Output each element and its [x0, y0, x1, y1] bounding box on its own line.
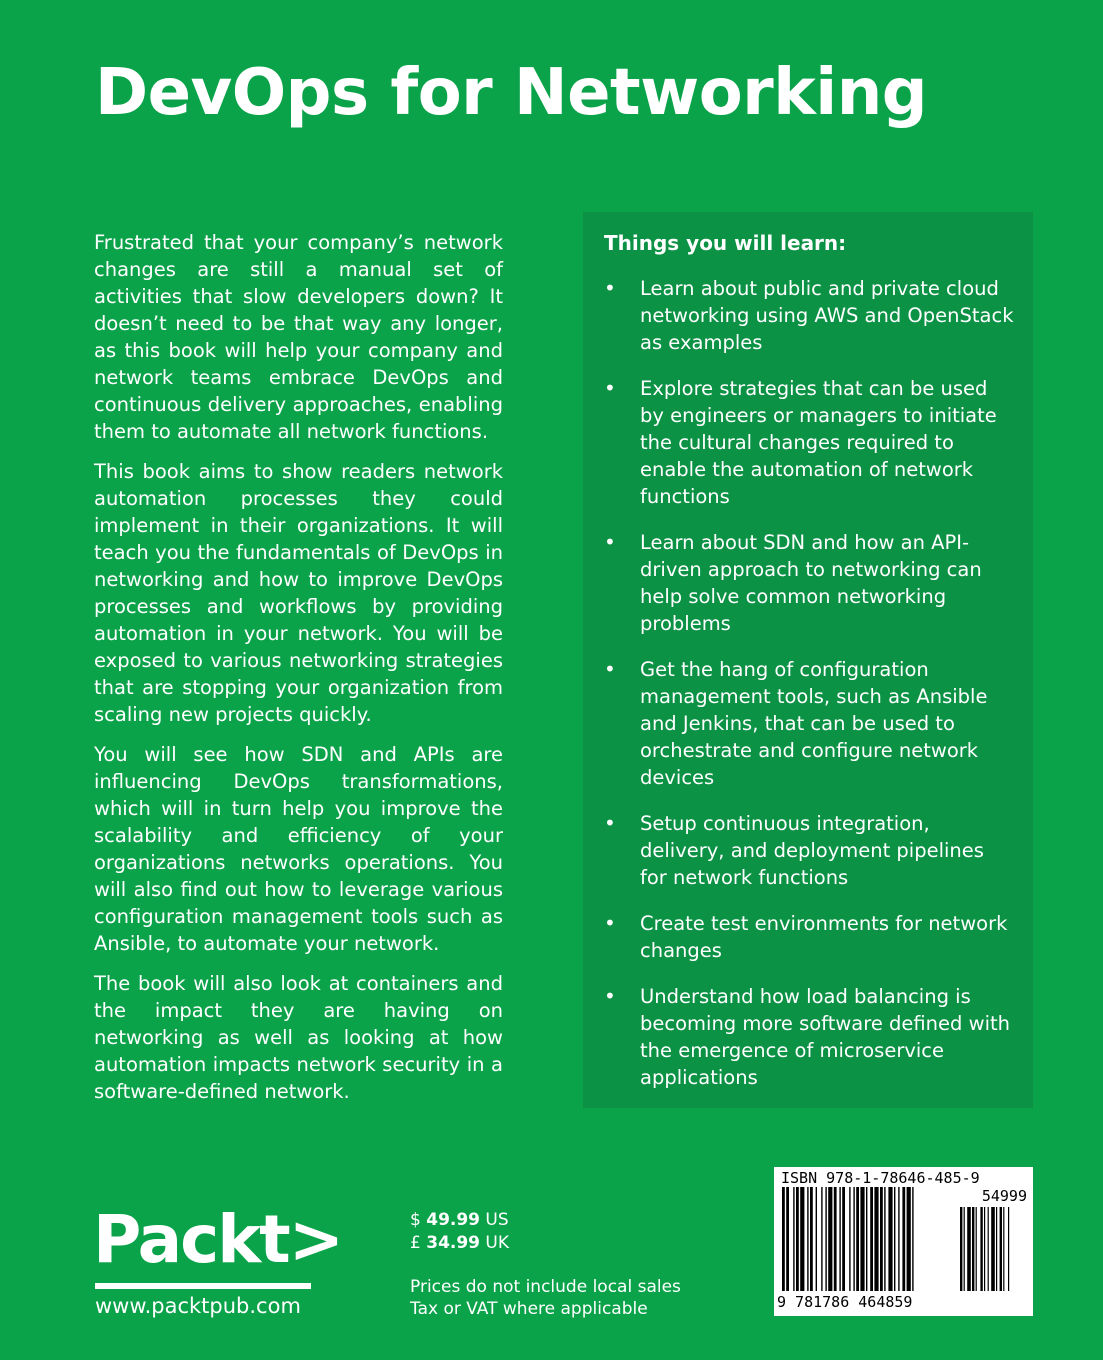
price-gbp: £ 34.99 UK — [410, 1233, 510, 1253]
barcode-bar — [884, 1187, 885, 1291]
barcode-bar — [842, 1187, 845, 1291]
barcode-bar — [849, 1187, 850, 1291]
barcode-bar — [825, 1187, 826, 1291]
barcode-bar — [898, 1187, 899, 1291]
bullet-icon: • — [604, 811, 616, 835]
barcode-bar — [782, 1187, 785, 1291]
barcode-add-on: 54999 — [981, 1187, 1027, 1205]
learning-item-text: Learn about public and private cloud networking using AWS and OpenStack as examples — [640, 277, 1014, 354]
barcode-bar — [786, 1187, 789, 1291]
barcode-addon-bar — [1008, 1207, 1009, 1291]
packt-logo-text: Packt> — [93, 1201, 343, 1278]
barcode-bar — [907, 1187, 911, 1291]
price-usd: $ 49.99 US — [410, 1210, 509, 1230]
description-paragraph-1: Frustrated that your company’s network changes are still a manual set of activities that slow developers down? It doesn’t need to be that way any longer, as this book will help your company and network teams embrace DevOps and continuous delivery approaches, enabling them to automate all network functions. — [94, 231, 503, 443]
barcode-bars — [782, 1187, 1027, 1291]
barcode-addon-bar — [980, 1207, 982, 1291]
description-paragraph-3: You will see how SDN and APIs are influencing DevOps transformations, which will in turn help you improve the scalability and efficiency of your organizations networks operations. You will also find out how to leverage various configuration management tools such as Ansible, to automate your network. — [94, 743, 503, 955]
barcode-bar — [853, 1187, 854, 1291]
barcode-addon-bar — [988, 1207, 989, 1291]
publisher-url: www.packtpub.com — [95, 1294, 301, 1318]
learning-item — [604, 275, 1014, 356]
isbn-text: ISBN 978-1-78646-485-9 — [781, 1169, 980, 1187]
barcode-bar — [888, 1187, 892, 1291]
barcode-bar — [839, 1187, 840, 1291]
price-note: Prices do not include local sales Tax or VAT where applicable — [410, 1277, 681, 1319]
barcode-bar — [816, 1187, 817, 1291]
learning-item-text: Get the hang of configuration management tools, such as Ansible and Jenkins, that can be used to orchestrate and configure network devices — [640, 658, 988, 789]
barcode-bar — [800, 1187, 804, 1291]
barcode-addon-bar — [972, 1207, 974, 1291]
barcode-bar — [856, 1187, 859, 1291]
barcode-addon-bar — [991, 1207, 995, 1291]
bullet-icon: • — [604, 984, 616, 1008]
barcode-bar — [874, 1187, 878, 1291]
barcode-bar — [793, 1187, 794, 1291]
description-paragraph-2: This book aims to show readers network automation processes they could implement in their organizations. It will teach you the fundamentals of DevOps in networking and how to improve DevOps processes and workflows by providing automation in your network. You will be exposed to various networking strategies that are stopping your organization from scaling new projects quickly. — [94, 460, 503, 726]
bullet-icon: • — [604, 276, 616, 300]
learning-item — [604, 529, 1014, 637]
learning-item-text: Explore strategies that can be used by engineers or managers to initiate the cultural changes required to enable the automation of network functions — [640, 377, 997, 508]
barcode-addon-bar — [976, 1207, 977, 1291]
barcode-bar — [894, 1187, 895, 1291]
learning-item — [604, 810, 1014, 891]
bullet-icon: • — [604, 530, 616, 554]
learning-item — [604, 983, 1014, 1091]
barcode-bar — [912, 1187, 913, 1291]
barcode-bar — [870, 1187, 873, 1291]
learning-panel — [583, 212, 1033, 1108]
packt-logo — [93, 1201, 343, 1293]
learning-item-text: Create test environments for network changes — [640, 912, 1008, 962]
barcode-bar — [880, 1187, 883, 1291]
learning-item-text: Learn about SDN and how an API-driven approach to networking can help solve common networking problems — [640, 531, 982, 635]
barcode-addon-bar — [996, 1207, 997, 1291]
barcode-addon-bar — [1003, 1207, 1004, 1291]
barcode-bar — [810, 1187, 813, 1291]
bullet-icon: • — [604, 657, 616, 681]
book-description — [94, 229, 503, 1118]
learning-item — [604, 375, 1014, 510]
learning-list — [604, 275, 1014, 1110]
logo-underline — [95, 1283, 311, 1289]
barcode-bar — [866, 1187, 867, 1291]
learning-item — [604, 910, 1014, 964]
barcode-addon-bar — [1000, 1207, 1002, 1291]
learning-item-text: Understand how load balancing is becoming more software defined with the emergence of microservice applications — [640, 985, 1010, 1089]
barcode-bar — [902, 1187, 905, 1291]
price-block — [410, 1209, 509, 1255]
barcode-bar — [796, 1187, 799, 1291]
barcode-addon-bar — [967, 1207, 971, 1291]
ean-digits: 9 781786 464859 — [777, 1293, 913, 1311]
barcode-addon-bar — [964, 1207, 965, 1291]
isbn-barcode — [774, 1167, 1033, 1316]
learning-item-text: Setup continuous integration, delivery, and deployment pipelines for network functions — [640, 812, 984, 889]
barcode-bar — [821, 1187, 822, 1291]
barcode-bar — [807, 1187, 808, 1291]
barcode-bar — [860, 1187, 864, 1291]
barcode-bar — [834, 1187, 837, 1291]
barcode-addon-bar — [984, 1207, 985, 1291]
learning-heading: Things you will learn: — [604, 231, 847, 255]
book-title: DevOps for Networking — [95, 56, 928, 130]
bullet-icon: • — [604, 911, 616, 935]
barcode-bar — [828, 1187, 832, 1291]
barcode-addon-bar — [960, 1207, 962, 1291]
description-paragraph-4: The book will also look at containers and the impact they are having on networking as well as looking at how automation impacts network security in a software-defined network. — [94, 972, 503, 1103]
bullet-icon: • — [604, 376, 616, 400]
learning-item — [604, 656, 1014, 791]
